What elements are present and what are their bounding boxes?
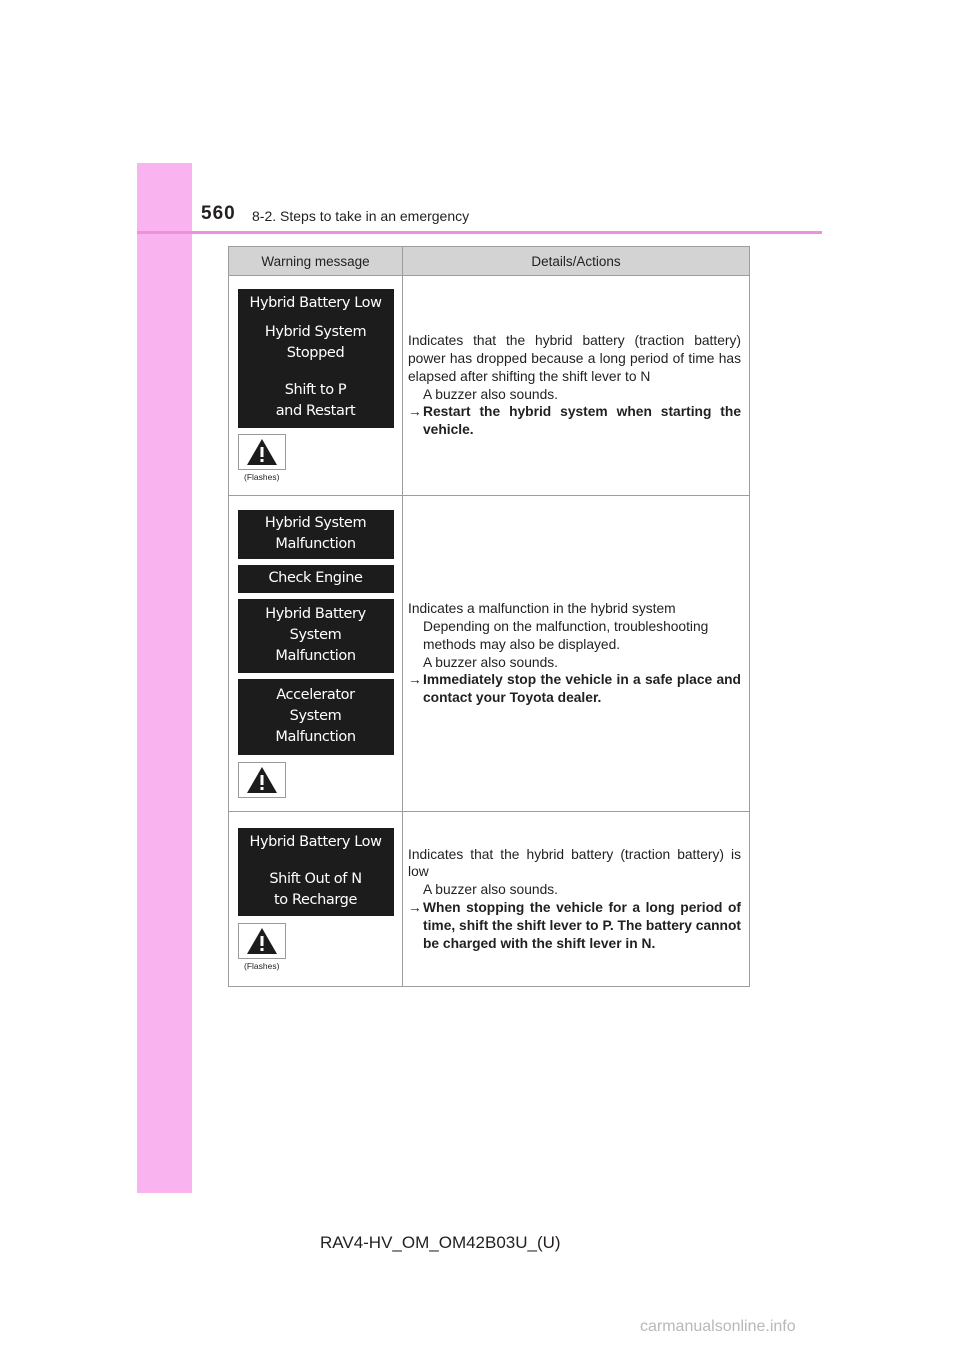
warning-message-table bbox=[228, 246, 750, 987]
display-line: Malfunction bbox=[275, 647, 356, 664]
display-line: Hybrid Battery Low bbox=[249, 295, 382, 311]
side-tab-band bbox=[137, 163, 192, 1193]
warning-triangle-icon bbox=[238, 923, 286, 959]
column-header-details-actions: Details/Actions bbox=[403, 247, 750, 276]
display-check-engine bbox=[238, 565, 394, 593]
display-line: Hybrid Battery bbox=[265, 605, 366, 622]
display-line: Malfunction bbox=[275, 728, 356, 745]
display-line: to Recharge bbox=[274, 891, 357, 908]
display-line: Check Engine bbox=[268, 569, 363, 586]
details-actions-cell bbox=[403, 496, 750, 812]
display-line: and Restart bbox=[275, 403, 356, 419]
arrow-icon: → bbox=[408, 900, 422, 915]
warning-message-cell bbox=[229, 276, 403, 496]
warning-triangle-icon bbox=[238, 434, 286, 470]
display-line: Malfunction bbox=[275, 535, 356, 552]
column-header-warning-message: Warning message bbox=[229, 247, 403, 276]
details-note: A buzzer also sounds. bbox=[423, 882, 558, 898]
details-actions-cell bbox=[403, 812, 750, 987]
warning-message-cell bbox=[229, 496, 403, 812]
display-line: Shift to P bbox=[284, 382, 347, 398]
document-id: RAV4-HV_OM_OM42B03U_(U) bbox=[320, 1233, 561, 1252]
details-actions-cell bbox=[403, 276, 750, 496]
action-label: When stopping the vehicle for a long period of time, shift the shift lever to P. The battery cannot be charged with the shift lever in N. bbox=[423, 900, 741, 951]
action-text bbox=[408, 899, 741, 952]
display-line: Hybrid System bbox=[264, 324, 367, 340]
display-hybrid-battery-low-stopped bbox=[238, 289, 394, 428]
page-number: 560 bbox=[201, 203, 236, 224]
display-line: Shift Out of N bbox=[269, 870, 362, 887]
display-line: System bbox=[289, 707, 342, 724]
display-line: Hybrid System bbox=[264, 514, 367, 531]
table-row bbox=[229, 276, 750, 496]
details-note: A buzzer also sounds. bbox=[423, 386, 558, 402]
warning-triangle-icon bbox=[238, 762, 286, 798]
flashes-note: (Flashes) bbox=[244, 960, 280, 971]
flashes-note: (Flashes) bbox=[244, 472, 280, 482]
display-hybrid-system-malfunction bbox=[238, 510, 394, 559]
action-label: Immediately stop the vehicle in a safe place and contact your Toyota dealer. bbox=[423, 672, 741, 706]
details-note: A buzzer also sounds. bbox=[423, 654, 558, 670]
details-text: Indicates that the hybrid battery (traction battery) is low bbox=[408, 846, 741, 880]
section-title: 8-2. Steps to take in an emergency bbox=[252, 208, 470, 224]
details-text: Indicates that the hybrid battery (traction battery) power has dropped because a long period of time has elapsed after shifting the shift lever to N bbox=[408, 333, 741, 384]
arrow-icon: → bbox=[408, 404, 422, 420]
display-line: System bbox=[289, 626, 342, 643]
watermark: carmanualsonline.info bbox=[640, 1318, 796, 1335]
header-rule bbox=[137, 231, 822, 234]
details-note: Depending on the malfunction, troubleshooting methods may also be displayed. bbox=[423, 618, 709, 652]
warning-message-cell bbox=[229, 812, 403, 987]
action-text bbox=[408, 403, 741, 439]
action-text bbox=[408, 671, 741, 707]
display-hybrid-battery-low-recharge bbox=[238, 828, 394, 916]
display-line: Stopped bbox=[286, 345, 345, 361]
display-accelerator-system-malfunction bbox=[238, 679, 394, 755]
table-row bbox=[229, 496, 750, 812]
display-line: Hybrid Battery Low bbox=[249, 833, 382, 850]
details-text: Indicates a malfunction in the hybrid system bbox=[408, 601, 676, 617]
display-line: Accelerator bbox=[276, 686, 355, 703]
action-label: Restart the hybrid system when starting the vehicle. bbox=[423, 404, 741, 438]
arrow-icon: → bbox=[408, 672, 422, 688]
display-hybrid-battery-system-malfunction bbox=[238, 599, 394, 673]
table-row bbox=[229, 812, 750, 987]
